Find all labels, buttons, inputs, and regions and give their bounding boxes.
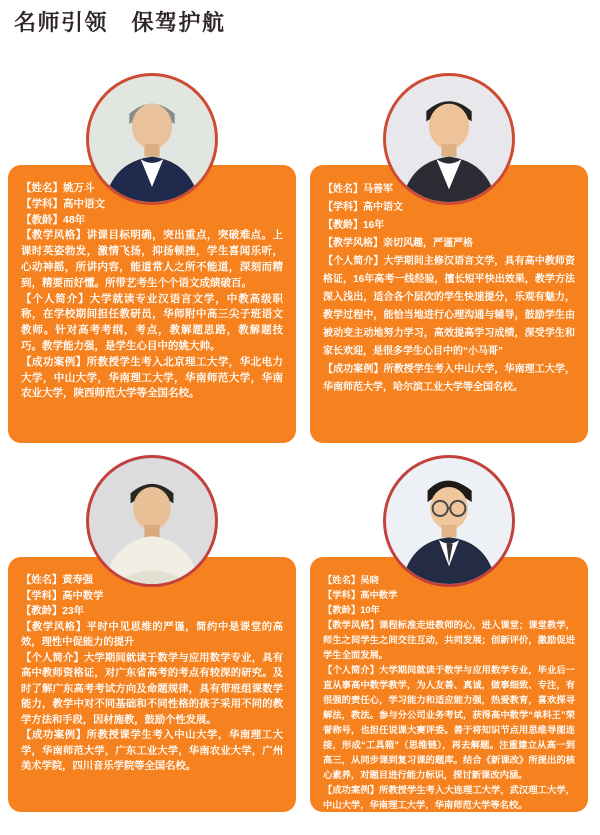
field-value: 10年 [360,605,380,615]
teacher-photo [86,455,218,587]
teacher-profile [310,73,588,445]
teacher-photo [86,73,218,205]
field-label: 【成功案例】 [21,730,87,741]
field-bio [323,663,575,783]
field-label: 【姓名】 [21,575,63,586]
field-value: 高中数学 [62,590,104,602]
teacher-card [8,165,296,443]
field-teaching-style [21,228,283,291]
field-label: 【教学风格】 [323,238,383,249]
field-value: 大学期间主修汉语言文学，具有高中教师资格证，16年高考一线经验，擅长短平快出效果，教学方法深入浅出，适合各个层次的学生快速提分，乐观有魅力，教学过程中，能恰当地进行心理沟通与辅导，鼓励学生由被动变主动地努力学习，高效提高学习成绩，深受学生和家长欢迎，是很多学生心目中的“小马哥” [323,256,575,357]
field-value: 所教授课学生考入中山大学，华南理工大学，华南师范大学，广东工业大学，华南农业大学，广州美术学院，四川音乐学院等全国名校。 [21,730,284,772]
field-label: 【教学风格】 [21,229,87,242]
field-bio [323,253,575,361]
field-years [21,213,283,229]
field-years [323,603,575,618]
man-crossed-arms-portrait-icon [89,458,215,584]
field-value: 吴晓 [360,575,379,585]
field-bio [21,651,283,729]
field-teaching-style [323,235,575,253]
field-value: 所教授学生考入大连理工大学，武汉理工大学，中山大学，华南理工大学，华南师范大学等名校。 [323,785,575,810]
teacher-profile [8,455,296,815]
teacher-card [310,165,588,443]
field-label: 【成功案例】 [323,364,384,375]
field-value: 马善军 [363,184,393,195]
field-label: 【教学风格】 [323,620,380,630]
field-label: 【学科】 [21,590,63,602]
field-label: 【教学风格】 [21,621,87,633]
field-value: 亲切风趣，严谨严格 [383,238,473,249]
field-years [21,604,283,620]
field-label: 【个人简介】 [323,665,380,675]
teacher-photo [383,73,515,205]
field-value: 48年 [63,213,86,226]
page-title: 名师引领 保驾护航 [14,10,226,35]
field-label: 【学科】 [323,590,361,600]
field-value: 大学期间就读于数学与应用数学专业，具有高中教师资格证，对广东省高考的考点有较深的研究。及时了解广东高考考试方向及命题规律，具有带班组课数学能力，教学中对不同基础和不同性格的孩子采用不同的教学方法和手段，因材施教，鼓励个性发展。 [21,652,284,726]
field-label: 【成功案例】 [21,355,87,368]
field-value: 高中语文 [363,202,403,213]
teacher-photo [383,455,515,587]
field-teaching-style [21,620,283,651]
field-years [323,217,575,235]
field-label: 【姓名】 [323,575,361,585]
man-portrait-icon [386,76,512,202]
field-bio [21,292,283,355]
field-value: 大学就读专业汉语言文学，中教高级职称，在学校期间担任教研员，华师附中高三尖子班语文教师。针对高考考纲，考点，教解题思路，教解题技巧。教学能力强，是学生心目中的姚大帅。 [21,292,284,352]
young-man-glasses-portrait-icon [386,458,512,584]
teacher-card [310,557,588,812]
field-value: 23年 [62,606,84,617]
field-value: 平时中见思维的严谨，简约中是课堂的高效，理性中促能力的提升 [21,621,284,648]
teacher-card [8,557,296,812]
field-value: 16年 [363,220,385,231]
field-subject [21,589,283,605]
field-value: 姚万斗 [63,182,95,194]
field-success-cases [21,355,283,402]
field-success-cases [21,728,283,775]
field-success-cases [323,361,575,397]
field-label: 【姓名】 [21,182,63,194]
field-label: 【学科】 [323,202,363,213]
field-value: 大学期间就读于数学与应用数学专业，毕业后一直从事高中数学教学，为人友善、真诚，做事细致、专注，有很强的责任心，学习能力和适应能力强，热爱教育，喜欢探寻解法，教法。参与分公司业务考试，获得高中数学“单科王”荣誉称号，也担任说课大赛评委。善于将知识节点用思维导图连接，形成“工具箱”（思维链），再去解题。注重建立从高一到高三，从同步课到复习课的题库。结合《新课改》所提出的核心素养，对题目进行能力标识，探讨新课改内涵。 [323,665,575,780]
field-value: 所教授学生考入中山大学，华南理工大学，华南师范大学，哈尔滨工业大学等全国名校。 [323,364,575,393]
field-label: 【教龄】 [21,606,63,617]
field-teaching-style [323,618,575,663]
field-value: 高中语文 [63,197,105,210]
field-subject [323,588,575,603]
field-label: 【个人简介】 [323,256,384,267]
field-value: 黄寿强 [62,575,94,586]
field-label: 【教龄】 [323,220,363,231]
field-value: 所教授学生考入北京理工大学，华北电力大学，中山大学，华南理工大学，华南师范大学，华南农业大学，陕西师范大学等全国名校。 [21,355,283,400]
field-label: 【个人简介】 [21,652,84,664]
field-label: 【学科】 [21,197,63,210]
teacher-profile [310,455,588,815]
field-value: 讲课目标明确，突出重点，突破难点。上课时英姿勃发，激情飞扬，抑扬顿挫，学生喜闻乐听，心动神摇，所讲内容，能道常人之所不能道，深刻而精到，精要而好懂。所带艺考生个个语文成绩破百。 [21,229,283,289]
field-value: 课程标准走进教师的心，进入课堂；课堂教学，师生之间学生之间交往互动，共同发展；创新评价，激励促进学生全面发展。 [323,620,575,660]
field-label: 【教龄】 [323,605,361,615]
field-label: 【成功案例】 [323,785,380,795]
teacher-profile [8,73,296,445]
elderly-man-portrait-icon [89,76,215,202]
field-value: 高中数学 [360,590,398,600]
field-label: 【教龄】 [21,213,63,226]
field-label: 【个人简介】 [21,292,90,305]
field-success-cases [323,783,575,813]
field-label: 【姓名】 [323,184,363,195]
